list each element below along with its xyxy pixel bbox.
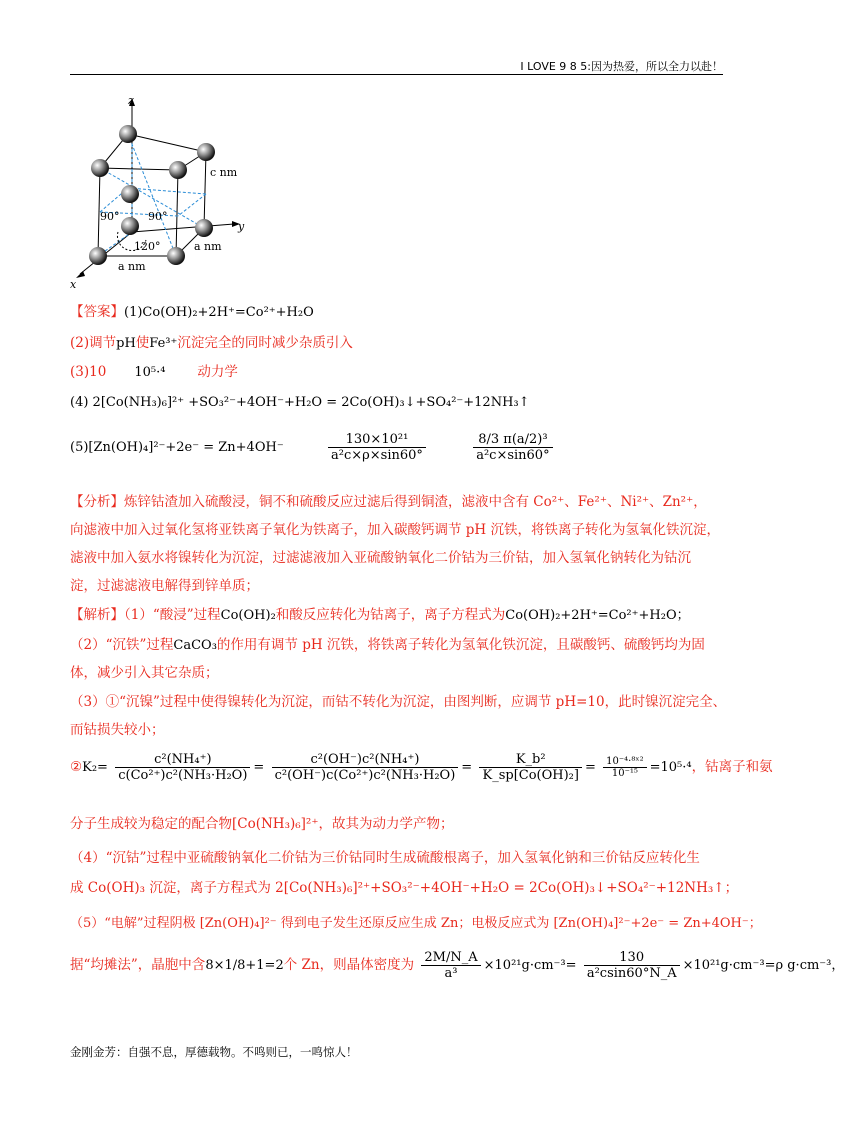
k2-frac-4-num: 10⁻⁴·⁸ˣ² [603, 756, 646, 768]
answer-5-frac-1-num: 130×10²¹ [328, 432, 426, 448]
solution-line-4: （4）“沉钴”过程中亚硫酸钠氧化二价钴为三价钴同时生成硫酸根离子，加入氢氧化钠和三价钴反应转化生 [70, 850, 700, 866]
density-frac-1-num: 2M/N_A [421, 950, 480, 966]
density-mid: 个 Zn，则晶体密度为 [283, 957, 415, 973]
solution-line-2b: 体，减少引入其它杂质； [70, 665, 219, 681]
answer-line-3 [70, 360, 238, 380]
answer-tag: 【答案】 [70, 304, 124, 320]
density-frac-2-den: a²csin60°N_A [586, 966, 677, 981]
k2-frac-4 [603, 756, 646, 779]
density-unit-1: ×10²¹g·cm⁻³= [483, 958, 577, 973]
solution-k2-line: ②K₂= $\frac{\text{c²(NH₄⁺)}}{\text{c(Co²⁺)c²(NH₃·H₂O)}}$ = $\frac{\text{c²(OH⁻)c²(NH₄⁺)}}{\text{c²(OH⁻)c(Co²⁺)c²(NH₃·H₂O)}}$ = $\frac{\text{K\_b²}}{\text{K\_sp[Co(OH)₂]}}$ = $\frac{\text{10⁻⁴·⁸ˣ²}}{\text{10⁻¹⁵}}$ =10⁵·⁴，钴离子和氨 [70, 752, 773, 783]
k2-frac-4-den: 10⁻¹⁵ [611, 768, 638, 779]
solution-line-3: （3）①“沉镍”过程中使得镍转化为沉淀，而钴不转化为沉淀，由图判断，应调节 pH=10，此时镍沉淀完全、 [70, 694, 727, 710]
density-unit-2: ×10²¹g·cm⁻³=ρ g·cm⁻³， [682, 958, 844, 973]
answer-4: (4) 2[Co(NH₃)₆]²⁺ +SO₃²⁻+4OH⁻+H₂O = 2Co(OH)₃↓+SO₄²⁻+12NH₃↑ [70, 395, 530, 410]
density-frac-2-num: 130 [584, 950, 680, 966]
k2-frac-2-num: c²(OH⁻)c²(NH₄⁺) [272, 752, 459, 768]
solution-line-2 [70, 633, 705, 653]
solution-1-c: 和酸反应转化为钴离子，离子方程式为 [275, 607, 506, 623]
page-header: I LOVE 9 8 5:因为热爱，所以全力以赴！ [520, 60, 723, 73]
k2-tail: ，钴离子和氨 [691, 759, 773, 775]
analysis-line-2: 向滤液中加入过氧化氢将亚铁离子氧化为铁离子，加入碳酸钙调节 pH 沉铁，将铁离子转化为氢氧化铁沉淀， [70, 522, 720, 538]
solution-k2-label: K₂= [82, 760, 108, 775]
density-calc: 8×1/8+1=2 [205, 958, 284, 973]
solution-2-c: 的作用有调节 pH 沉铁，将铁离子转化为氢氧化铁沉淀，且碳酸钙、硫酸钙均为固 [216, 637, 705, 653]
k2-frac-1-num: c²(NH₄⁺) [115, 752, 250, 768]
k2-frac-3-num: K_b² [479, 752, 581, 768]
analysis-line-1 [70, 490, 707, 510]
solution-line-3b: 而钴损失较小； [70, 722, 165, 738]
solution-tag: 【解析】 [70, 607, 124, 623]
density-frac-1-den: a³ [444, 966, 458, 981]
answer-3-b: 10⁵·⁴ [134, 365, 166, 380]
axis-x-label: x [70, 278, 77, 291]
answer-5-frac-1 [328, 432, 426, 463]
answer-5-frac-2-num: 8/3 π(a/2)³ [473, 432, 552, 448]
answer-2-fe: Fe³⁺ [149, 336, 178, 351]
analysis-tag: 【分析】 [70, 494, 124, 510]
solution-line-3d: 分子生成较为稳定的配合物[Co(NH₃)₆]²⁺，故其为动力学产物； [70, 816, 454, 832]
answer-line-1 [70, 300, 314, 320]
answer-2-e: 沉淀完全的同时减少杂质引入 [177, 335, 353, 351]
solution-1-a: （1）“酸浸”过程 [124, 607, 221, 623]
solution-density-line [70, 950, 844, 981]
page-footer: 金刚金芳：自强不息，厚德载物。不鸣则已，一鸣惊人！ [70, 1045, 358, 1059]
answer-2-c: 使 [135, 335, 150, 351]
solution-line-1 [70, 603, 690, 623]
density-frac-1 [421, 950, 480, 981]
solution-2-a: （2）“沉铁”过程 [70, 637, 174, 653]
solution-line-5: （5）“电解”过程阴极 [Zn(OH)₄]²⁻ 得到电子发生还原反应生成 Zn；电极反应式为 [Zn(OH)₄]²⁻+2e⁻ = Zn+4OH⁻； [70, 916, 762, 931]
density-frac-2 [584, 950, 680, 981]
k2-frac-1 [115, 752, 250, 783]
answer-2-ph: pH [116, 336, 136, 351]
header-rule [70, 74, 723, 75]
k2-frac-1-den: c(Co²⁺)c²(NH₃·H₂O) [118, 768, 248, 783]
angle-90-left: 90° [100, 210, 120, 223]
answer-line-5 [70, 432, 556, 463]
a-nm-label-bottom: a nm [118, 260, 146, 273]
crystal-cell-figure [66, 92, 256, 292]
analysis-line-3: 滤液中加入氨水将镍转化为沉淀，过滤滤液加入亚硫酸钠氧化二价钴为三价钴，加入氢氧化钠转化为钴沉 [70, 550, 691, 566]
solution-1-d: Co(OH)₂+2H⁺=Co²⁺+H₂O； [505, 608, 690, 623]
k2-result: =10⁵·⁴ [649, 760, 692, 775]
c-nm-label: c nm [210, 166, 238, 179]
k2-frac-3-den: K_sp[Co(OH)₂] [482, 768, 579, 783]
answer-3-c: 动力学 [197, 364, 238, 380]
analysis-line-4: 淀，过滤滤液电解得到锌单质； [70, 578, 259, 594]
a-nm-label-right: a nm [194, 240, 222, 253]
answer-5-frac-2-den: a²c×sin60° [476, 448, 550, 463]
axis-z-label: z [128, 94, 134, 107]
axis-y-label: y [238, 220, 245, 233]
solution-line-4b: 成 Co(OH)₃ 沉淀，离子方程式为 2[Co(NH₃)₆]²⁺+SO₃²⁻+4OH⁻+H₂O = 2Co(OH)₃↓+SO₄²⁻+12NH₃↑； [70, 880, 739, 896]
answer-2-a: (2)调节 [70, 335, 117, 351]
solution-2-b: CaCO₃ [173, 638, 217, 653]
answer-1: (1)Co(OH)₂+2H⁺=Co²⁺+H₂O [124, 305, 314, 320]
k2-frac-3 [479, 752, 581, 783]
answer-5-frac-1-den: a²c×ρ×sin60° [330, 448, 423, 463]
angle-90-right: 90° [148, 210, 168, 223]
density-pre: 据“均摊法”，晶胞中含 [70, 957, 206, 973]
analysis-p1: 炼锌钴渣加入硫酸浸，铜不和硫酸反应过滤后得到铜渣，滤液中含有 Co²⁺、Fe²⁺、Ni²⁺、Zn²⁺， [124, 494, 707, 510]
angle-120: 120° [134, 240, 161, 253]
answer-3-a: (3)10 [70, 364, 107, 380]
solution-k2-circle: ② [70, 759, 83, 775]
answer-5-a: (5)[Zn(OH)₄]²⁻+2e⁻ = Zn+4OH⁻ [70, 440, 284, 455]
answer-line-4 [70, 394, 530, 410]
k2-frac-2-den: c²(OH⁻)c(Co²⁺)c²(NH₃·H₂O) [274, 768, 456, 783]
answer-line-2 [70, 331, 353, 351]
k2-frac-2 [272, 752, 459, 783]
answer-5-frac-2 [473, 432, 552, 463]
solution-1-b: Co(OH)₂ [220, 608, 276, 623]
